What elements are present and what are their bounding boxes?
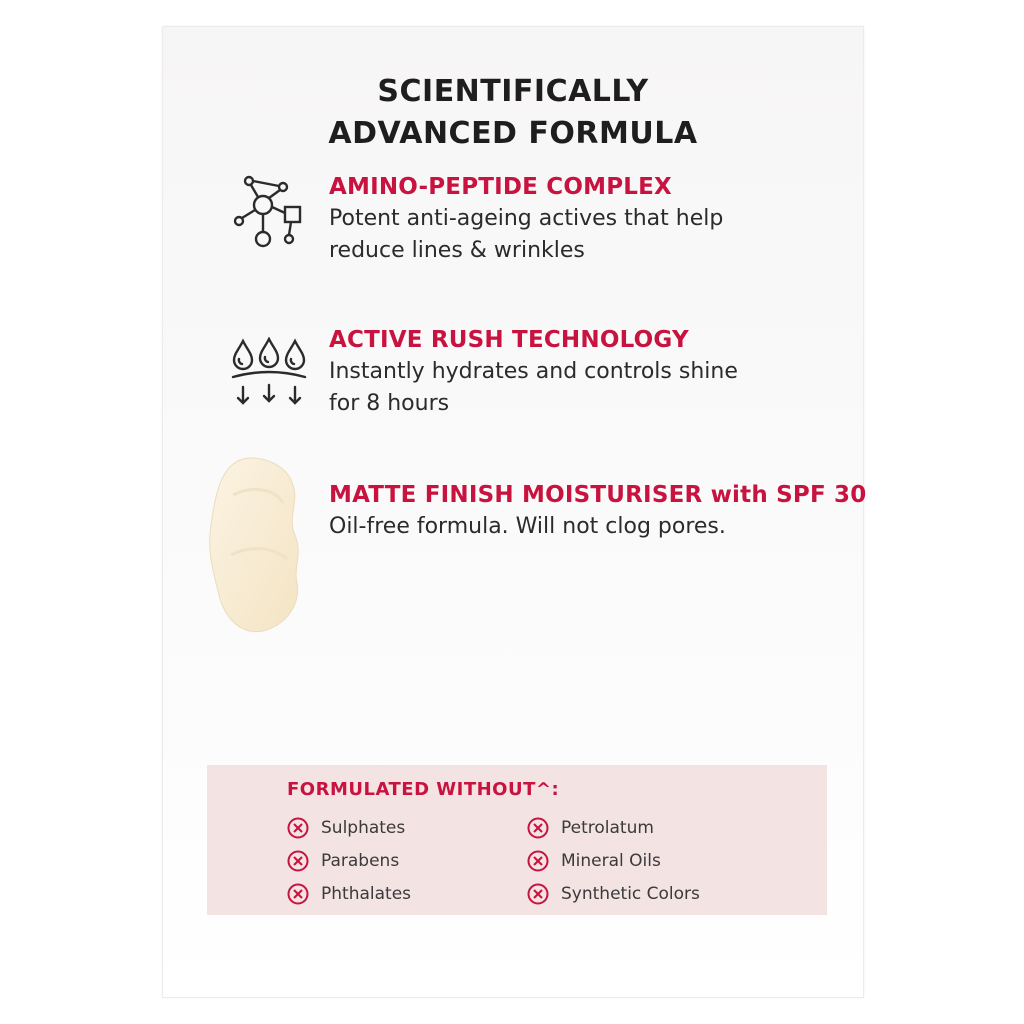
circle-x-icon (527, 883, 549, 905)
without-list-left (287, 811, 411, 910)
cream-swatch-image (203, 455, 309, 635)
feature-description-line: reduce lines & wrinkles (329, 238, 585, 263)
feature-heading: ACTIVE RUSH TECHNOLOGY (329, 327, 689, 353)
without-item (287, 877, 411, 910)
circle-x-icon (527, 850, 549, 872)
title-line-2: ADVANCED FORMULA (328, 116, 698, 151)
without-item-label: Mineral Oils (561, 850, 661, 871)
feature-heading: MATTE FINISH MOISTURISER with SPF 30 (329, 482, 867, 508)
without-item-label: Parabens (321, 850, 400, 871)
formulated-without-heading: FORMULATED WITHOUT^: (287, 779, 560, 800)
feature-heading: AMINO-PEPTIDE COMPLEX (329, 174, 672, 200)
feature-description-line: for 8 hours (329, 391, 450, 416)
without-item (527, 811, 700, 844)
without-item (527, 844, 700, 877)
title-line-1: SCIENTIFICALLY (377, 74, 649, 109)
without-item (527, 877, 700, 910)
without-item (287, 844, 411, 877)
feature-description-line: Potent anti-ageing actives that help (329, 206, 724, 231)
circle-x-icon (287, 850, 309, 872)
without-item-label: Synthetic Colors (561, 883, 700, 904)
feature-amino-peptide (329, 171, 869, 267)
circle-x-icon (287, 817, 309, 839)
without-item-label: Sulphates (321, 817, 406, 838)
feature-active-rush (329, 324, 869, 420)
formulated-without-panel (207, 765, 827, 915)
without-item-label: Petrolatum (561, 817, 654, 838)
section-title (163, 71, 863, 155)
feature-description-line: Oil-free formula. Will not clog pores. (329, 514, 726, 539)
water-drops-absorb-icon (229, 337, 309, 409)
feature-description-line: Instantly hydrates and controls shine (329, 359, 738, 384)
without-item (287, 811, 411, 844)
without-list-right (527, 811, 700, 910)
feature-matte-finish (329, 479, 869, 543)
circle-x-icon (527, 817, 549, 839)
product-info-card (162, 26, 867, 998)
circle-x-icon (287, 883, 309, 905)
without-item-label: Phthalates (321, 883, 412, 904)
molecule-network-icon (227, 173, 309, 259)
